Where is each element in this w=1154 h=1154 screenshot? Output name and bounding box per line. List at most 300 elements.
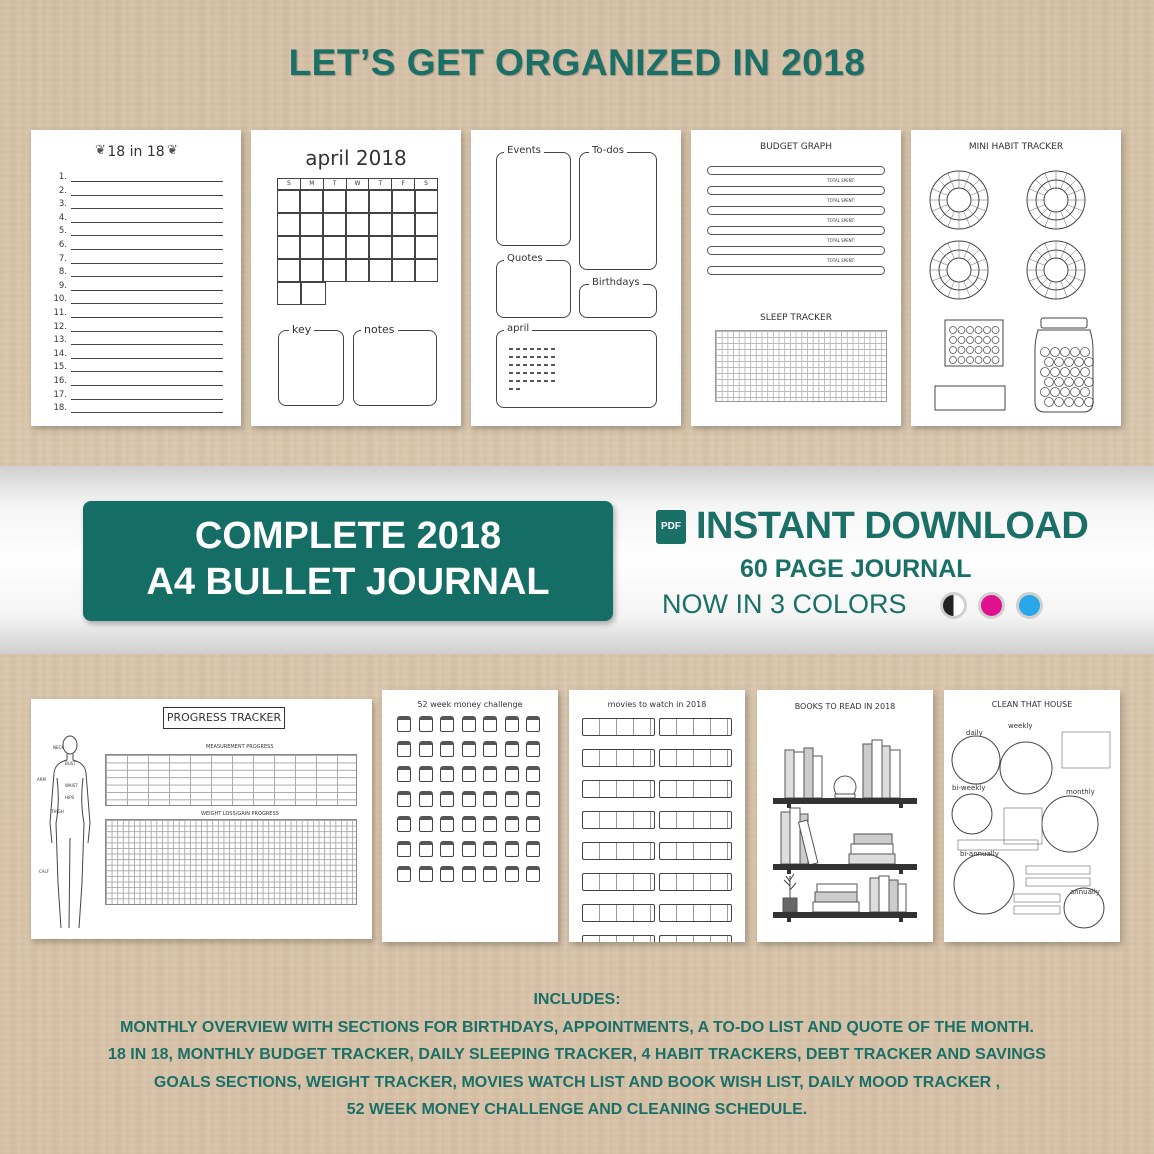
habit-title: MINI HABIT TRACKER [968,142,1064,152]
tracker-dot [967,327,974,334]
calendar-cell [277,213,300,236]
money-jar [419,866,433,882]
mini-day [551,356,555,358]
jar-ball [1061,368,1070,377]
page-title: april 2018 [305,146,407,170]
mini-day [516,364,520,366]
list-number: 4. [58,212,67,223]
list-item [53,281,223,295]
mini-day [516,348,520,350]
annually-label: annually [1070,888,1100,896]
habit-circles [911,130,1121,426]
body-label: NECK [53,745,64,750]
total-spent-label: TOTAL SPENT: [827,198,855,203]
tracker-dot [967,347,974,354]
tracker-dot [992,347,999,354]
cleaning-title: CLEAN THAT HOUSE [991,700,1073,709]
tracker-dot [992,327,999,334]
money-jar [526,841,540,857]
calendar-cell [323,190,346,213]
money-title: 52 week money challenge [417,700,523,709]
calendar-cell [346,213,369,236]
calendar-cell [300,190,323,213]
list-line [71,303,223,304]
tracker-dot [984,347,991,354]
money-jar [419,741,433,757]
birthdays-label: Birthdays [589,277,643,288]
list-line [71,222,223,223]
movie-ticket [659,873,732,891]
list-item [53,186,223,200]
tracker-dot [975,327,982,334]
list-number: 14. [53,348,67,359]
calendar-cell [369,236,392,259]
tracker-dot [967,357,974,364]
list-number: 13. [53,335,67,346]
includes-block [0,986,1154,1124]
mini-day [523,372,527,374]
money-jar [440,816,454,832]
jar-ball [1085,398,1094,407]
sleep-title: SLEEP TRACKER [760,313,832,323]
money-jar [505,716,519,732]
calendar-cell [392,213,415,236]
tracker-dot [984,327,991,334]
list-line [71,412,223,413]
todos-label: To-dos [589,145,627,156]
calendar-cell [392,236,415,259]
movie-ticket [582,718,655,736]
key-box [278,330,344,406]
measurement-label: MEASUREMENT PROGRESS [206,744,274,750]
list-line [71,181,223,182]
mini-day [537,372,541,374]
jar-ball [1085,358,1094,367]
habit-spoke [1064,278,1076,290]
calendar-cell [369,259,392,282]
jar-ball [1051,348,1060,357]
money-jar [483,841,497,857]
habit-spoke [967,208,979,220]
mini-day [516,372,520,374]
money-jar [440,841,454,857]
money-jar [397,866,411,882]
money-jar [462,816,476,832]
budget-title: BUDGET GRAPH [760,142,832,152]
calendar-cell [301,282,325,305]
list-item [53,362,223,376]
money-jar [483,741,497,757]
money-jar [397,841,411,857]
weekday-header: W [346,179,369,189]
movie-ticket [582,749,655,767]
list-line [71,358,223,359]
list-number: 7. [58,253,67,264]
list-item [53,294,223,308]
mini-day [530,372,534,374]
books-title: BOOKS TO READ IN 2018 [794,702,896,711]
page-movies [569,690,745,942]
jar-ball [1071,368,1080,377]
money-jar [462,766,476,782]
weight-grid [105,819,357,905]
calendar-cell [277,259,300,282]
list-line [71,276,223,277]
jar-ball [1075,378,1084,387]
calendar-cell [415,259,438,282]
money-jar [505,841,519,857]
money-jar [397,766,411,782]
jar-ball [1071,388,1080,397]
colors-text: NOW IN 3 COLORS [662,589,907,619]
money-jar [440,716,454,732]
list-item [53,267,223,281]
tracker-dot [984,337,991,344]
calendar-cell [277,282,301,305]
list-item [53,322,223,336]
habit-spoke [1035,179,1047,191]
mini-day [523,364,527,366]
daily-label: daily [966,729,983,737]
list-item [53,403,223,417]
budget-bar [707,246,885,255]
list-number: 2. [58,185,67,196]
weekday-header: M [300,179,323,189]
habit-spoke [967,249,979,261]
movies-title: movies to watch in 2018 [607,700,707,709]
list-number: 6. [58,239,67,250]
tracker-dot [958,337,965,344]
calendar-cell [392,259,415,282]
money-jar [440,866,454,882]
list-item [53,390,223,404]
pdf-icon: PDF [656,510,686,544]
money-jar [397,791,411,807]
list-line [71,331,223,332]
progress-title: PROGRESS TRACKER [163,707,285,729]
biweekly-label: bi-weekly [952,784,986,792]
mini-day [537,356,541,358]
calendar-cell [346,259,369,282]
money-jar [483,716,497,732]
tracker-dot [958,357,965,364]
jar-ball [1071,348,1080,357]
calendar-cell [346,236,369,259]
calendar-cell [369,190,392,213]
numbered-list [53,172,223,417]
list-number: 1. [58,172,67,182]
key-label: key [289,323,314,336]
money-jar [483,766,497,782]
color-swatch-pink [978,592,1005,619]
jar-ball [1081,368,1090,377]
money-jar [526,816,540,832]
tracker-dot [950,347,957,354]
budget-bar [707,166,885,175]
money-jar [440,791,454,807]
jar-ball [1065,378,1074,387]
list-line [71,290,223,291]
mini-calendar [509,345,561,393]
budget-bar [707,206,885,215]
list-number: 3. [58,199,67,210]
tracker-dot [975,347,982,354]
list-line [71,385,223,386]
habit-spoke [938,278,950,290]
movie-ticket [582,904,655,922]
list-item [53,240,223,254]
jar-ball [1051,388,1060,397]
mini-day [516,356,520,358]
movie-ticket [659,749,732,767]
habit-spoke [1035,208,1047,220]
mini-day [551,364,555,366]
weight-label: WEIGHT LOSS/GAIN PROGRESS [201,811,279,817]
mini-day [530,364,534,366]
headline: LET’S GET ORGANIZED IN 2018 [288,42,866,83]
page-18-in-18 [31,130,241,426]
list-number: 18. [53,403,67,414]
list-line [71,344,223,345]
money-jar [526,866,540,882]
money-jar [505,741,519,757]
money-jar [462,716,476,732]
tracker-dot [984,357,991,364]
list-number: 12. [53,321,67,332]
page-cleaning [944,690,1120,942]
list-item [53,349,223,363]
money-jar [462,841,476,857]
movie-ticket [659,842,732,860]
mini-day [537,380,541,382]
movie-ticket [659,811,732,829]
monthly-label: monthly [1066,788,1095,796]
mini-day [551,372,555,374]
color-swatch-blue [1016,592,1043,619]
list-number: 5. [58,226,67,237]
habit-spoke [1064,208,1076,220]
calendar-cell [369,213,392,236]
list-line [71,249,223,250]
calendar-grid [277,178,438,305]
mini-day [544,348,548,350]
tracker-dot [975,337,982,344]
jar-ball [1075,358,1084,367]
jar-ball [1051,368,1060,377]
mini-day [551,348,555,350]
movie-ticket [659,904,732,922]
calendar-cell [348,282,370,305]
mini-day [537,348,541,350]
habit-spoke [938,249,950,261]
habit-spoke [938,208,950,220]
page-monthly-overview [471,130,681,426]
weekday-header: F [391,179,414,189]
mini-day [523,348,527,350]
money-jar [419,816,433,832]
tracker-dot [975,357,982,364]
badge-line2: A4 BULLET JOURNAL [146,561,550,603]
money-jar [526,766,540,782]
jar-ball [1065,398,1074,407]
jar-ball [1065,358,1074,367]
movie-ticket [582,935,655,942]
list-number: 9. [58,280,67,291]
events-box [496,152,571,246]
money-jar [440,766,454,782]
weekday-header: S [414,179,437,189]
money-jar [483,816,497,832]
biannually-label: bi-annually [960,850,999,858]
budget-bar [707,186,885,195]
list-number: 11. [53,307,67,318]
april-label: april [504,323,532,334]
includes-line-3: GOALS SECTIONS, WEIGHT TRACKER, MOVIES WATCH LIST AND BOOK WISH LIST, DAILY MOOD TRACKER , [153,1073,1001,1091]
page-count: 60 PAGE JOURNAL [740,555,972,583]
list-line [71,317,223,318]
list-number: 15. [53,362,67,373]
color-swatch-black [940,592,967,619]
sleep-grid [715,330,887,402]
list-item [53,172,223,186]
todos-box [579,152,657,270]
tracker-dot [992,357,999,364]
money-jar [397,816,411,832]
habit-spoke [1035,278,1047,290]
tracker-dot [950,327,957,334]
total-spent-label: TOTAL SPENT: [827,238,855,243]
money-jar [526,791,540,807]
calendar-cell [300,259,323,282]
money-jar [397,716,411,732]
notes-box [353,330,437,406]
list-item [53,335,223,349]
weekly-label: weekly [1008,722,1033,730]
body-label: CALF [39,869,50,874]
money-jar [505,816,519,832]
tracker-dot [950,357,957,364]
jar-ball [1055,398,1064,407]
instant-download: INSTANT DOWNLOAD [696,505,1089,547]
body-label: THIGH [51,809,64,814]
calendar-cell [416,282,438,305]
page-budget-sleep [691,130,901,426]
weekday-header: T [368,179,391,189]
mini-day [509,364,513,366]
money-jar [483,791,497,807]
includes-line-1: MONTHLY OVERVIEW WITH SECTIONS FOR BIRTHDAYS, APPOINTMENTS, A TO-DO LIST AND QUOTE OF THE MONTH. [120,1018,1034,1036]
list-item [53,199,223,213]
calendar-cell [415,213,438,236]
jar-ball [1055,358,1064,367]
calendar-cell [300,236,323,259]
habit-spoke [1035,249,1047,261]
measurement-grid [105,754,357,806]
quotes-box [496,260,571,318]
jar-ball [1041,368,1050,377]
page-books [757,690,933,942]
list-number: 10. [53,294,67,305]
list-line [71,399,223,400]
calendar-cell [277,236,300,259]
weekday-header: T [323,179,346,189]
tracker-dot [958,327,965,334]
events-label: Events [504,145,544,156]
includes-line-2: 18 IN 18, MONTHLY BUDGET TRACKER, DAILY SLEEPING TRACKER, 4 HABIT TRACKERS, DEBT TRACKER AND SAVINGS [108,1046,1046,1063]
page-april-calendar [251,130,461,426]
jar-ball [1045,398,1054,407]
mini-day [530,356,534,358]
mini-day [509,356,513,358]
mini-day [530,380,534,382]
page-habit-tracker [911,130,1121,426]
list-number: 16. [53,375,67,386]
includes-title: INCLUDES: [533,991,621,1008]
jar-ball [1061,388,1070,397]
money-jar [419,841,433,857]
birthdays-box [579,284,657,318]
page-money-challenge [382,690,558,942]
mini-day [516,380,520,382]
laurel-right-icon: ❦ [167,143,178,158]
calendar-cell [392,190,415,213]
money-jar [419,766,433,782]
list-item [53,213,223,227]
habit-spoke [967,179,979,191]
tracker-dot [967,337,974,344]
money-jar [483,866,497,882]
mini-day [530,348,534,350]
calendar-cell [323,213,346,236]
money-jar [419,716,433,732]
calendar-cell [326,282,348,305]
mini-day [537,364,541,366]
movie-ticket [582,873,655,891]
habit-spoke [1064,179,1076,191]
jar-ball [1041,348,1050,357]
tracker-dot [958,347,965,354]
notes-label: notes [361,323,398,336]
money-jar [397,741,411,757]
mini-day [523,356,527,358]
movie-ticket [582,842,655,860]
mini-day [544,356,548,358]
money-jar [462,791,476,807]
body-label: ARM [37,777,46,782]
money-jar [462,866,476,882]
budget-bars [707,166,885,281]
mini-day [509,380,513,382]
mini-day [544,364,548,366]
money-jar [526,716,540,732]
includes-line-4: 52 WEEK MONEY CHALLENGE AND CLEANING SCHEDULE. [346,1101,808,1118]
budget-bar [707,266,885,275]
jar-ball [1061,348,1070,357]
list-line [71,208,223,209]
tracker-dot [950,337,957,344]
total-spent-label: TOTAL SPENT: [827,178,855,183]
jar-ball [1055,378,1064,387]
calendar-cell [323,236,346,259]
jar-ball [1041,388,1050,397]
habit-spoke [1064,249,1076,261]
money-jar [462,741,476,757]
jar-ball [1081,348,1090,357]
money-jar [440,741,454,757]
jar-ball [1085,378,1094,387]
jar-ball [1081,388,1090,397]
weekday-header: S [287,180,291,187]
